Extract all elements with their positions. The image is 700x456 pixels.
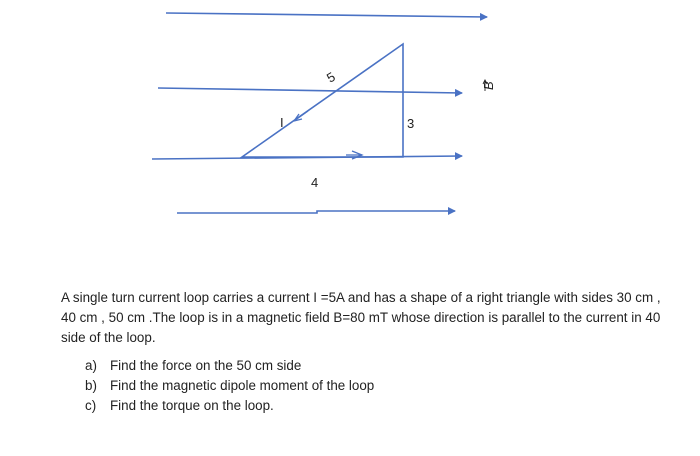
- question-item: [85, 396, 673, 416]
- current-arrow-hypotenuse: [294, 111, 308, 121]
- question-item: [85, 356, 673, 376]
- question-text: Find the magnetic dipole moment of the loop: [110, 378, 375, 393]
- question-list: [61, 356, 673, 416]
- field-line-4: [177, 211, 455, 213]
- field-line-1: [166, 13, 487, 17]
- side-label-vertical: 3: [407, 116, 415, 131]
- problem-text: A single turn current loop carries a current I =5A and has a shape of a right triangle with sides 30 cm , 40 cm , 50 cm .The loop is in a magnetic field B=80 mT whose direction is parallel to the current in 40 side of the loop.: [61, 290, 661, 345]
- field-line-2: [158, 88, 462, 93]
- triangle-loop: [242, 44, 403, 157]
- problem-statement: [61, 288, 673, 416]
- field-symbol: B: [481, 81, 496, 90]
- question-letter: b): [85, 378, 97, 393]
- question-item: [85, 376, 673, 396]
- question-letter: a): [85, 358, 97, 373]
- question-text: Find the force on the 50 cm side: [110, 358, 302, 373]
- magnetic-field-label: [481, 80, 496, 91]
- question-letter: c): [85, 398, 97, 413]
- side-label-base: 4: [311, 175, 319, 190]
- current-label: I: [280, 115, 284, 130]
- question-text: Find the torque on the loop.: [110, 398, 274, 413]
- side-label-hypotenuse: 5: [324, 68, 338, 86]
